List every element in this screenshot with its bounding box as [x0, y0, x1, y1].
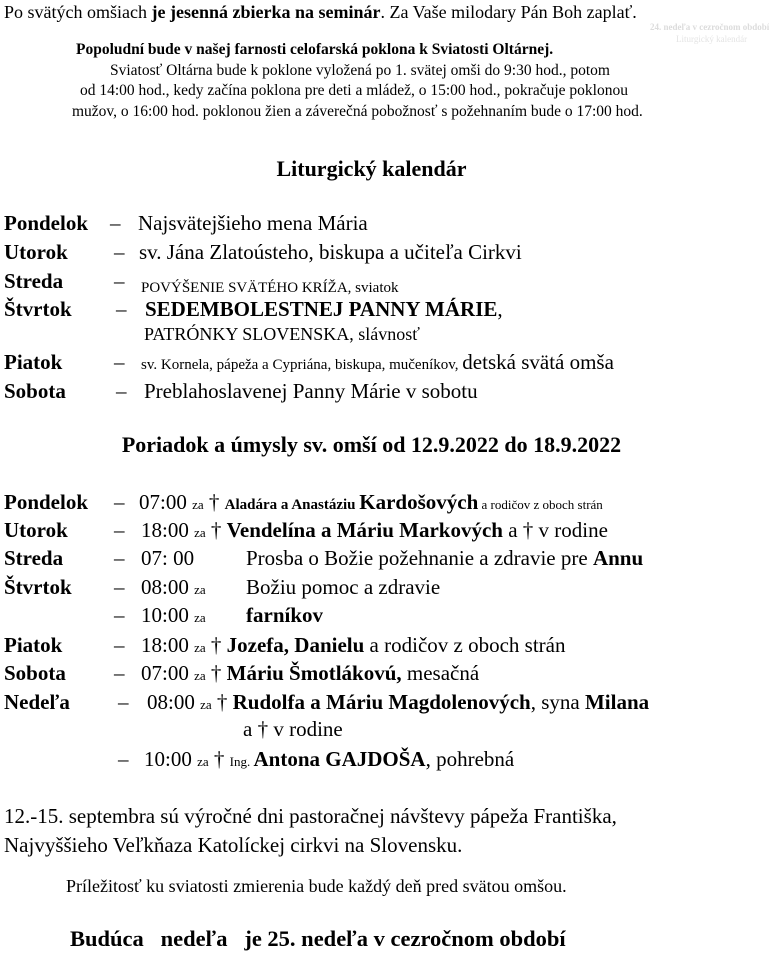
za-label: za — [194, 525, 206, 540]
mass-time: 18:00 — [141, 518, 189, 542]
collection-text-end: . Za Vaše milodary Pán Boh zaplať. — [380, 2, 637, 22]
mass-time: 07:00 — [141, 661, 189, 685]
dash: – — [118, 747, 129, 771]
calendar-day: Sobota — [4, 379, 66, 403]
mass-intention-tail: , syna — [530, 690, 585, 714]
cross-icon: † — [210, 518, 222, 542]
za-label: za — [200, 697, 212, 712]
za-label: za — [194, 610, 206, 625]
cross-icon: † — [208, 490, 220, 514]
next-sunday-notice: Budúca nedeľa je 25. nedeľa v cezročnom období — [70, 926, 566, 951]
mass-intention: Antona GAJDOŠA — [253, 747, 426, 771]
mass-day: Sobota — [4, 661, 66, 685]
mass-day: Štvrtok — [4, 575, 72, 599]
mass-day: Pondelok — [4, 490, 89, 514]
mass-intention-emphasis: Kardošových — [359, 490, 479, 514]
mass-intention: Máriu Šmotlákovú, — [226, 661, 402, 685]
visit-line-1: 12.-15. septembra sú výročné dni pastoračnej návštevy pápeža Františka, — [4, 804, 617, 828]
collection-emphasis: je jesenná zbierka na seminár — [151, 2, 381, 22]
za-label: za — [194, 640, 206, 655]
mass-time: 10:00 — [141, 603, 189, 627]
dash: – — [114, 350, 125, 374]
calendar-day: Utorok — [4, 240, 68, 264]
collection-text: Po svätých omšiach — [4, 2, 152, 22]
dash: – — [114, 661, 125, 685]
mass-day: Streda — [4, 546, 64, 570]
mass-day: Utorok — [4, 518, 68, 542]
calendar-entry: sv. Kornela, pápeža a Cypriána, biskupa, mučeníkov, — [141, 357, 463, 373]
dash: – — [110, 211, 121, 235]
mass-intention-tail: , pohrebná — [425, 747, 515, 771]
mass-intention: Rudolfa a Máriu Magdolenových — [232, 690, 531, 714]
mass-intention: Jozefa, Danielu — [226, 633, 365, 657]
calendar-entry: Preblahoslavenej Panny Márie v sobotu — [144, 379, 478, 403]
bleed-through-text: 24. nedeľa v cezročnom období — [650, 22, 769, 32]
dash: – — [114, 603, 125, 627]
mass-time: 07: 00 — [141, 546, 195, 570]
dash: – — [114, 490, 125, 514]
calendar-entry: SEDEMBOLESTNEJ PANNY MÁRIE — [145, 297, 498, 321]
dash: – — [116, 297, 127, 321]
cross-icon: † — [213, 747, 225, 771]
cross-icon: † — [210, 661, 222, 685]
mass-time: 08:00 — [141, 575, 189, 599]
adoration-title: Popoludní bude v našej farnosti celofarská poklona k Sviatosti Oltárnej. — [76, 41, 554, 58]
dash: – — [116, 379, 127, 403]
dash: – — [118, 690, 129, 714]
za-label: za — [194, 668, 206, 683]
dash: – — [114, 518, 125, 542]
mass-intention: Prosba o Božie požehnanie a zdravie pre — [246, 546, 593, 570]
mass-time: 10:00 — [144, 747, 192, 771]
visit-line-2: Najvyššieho Veľkňaza Katolíckej cirkvi na Slovensku. — [4, 833, 463, 857]
calendar-day: Pondelok — [4, 211, 89, 235]
mass-time: 18:00 — [141, 633, 189, 657]
masses-title: Poriadok a úmysly sv. omší od 12.9.2022 do 18.9.2022 — [121, 432, 622, 457]
mass-time: 08:00 — [147, 690, 195, 714]
mass-intention-tail: a rodičov z oboch strán — [364, 633, 566, 657]
calendar-entry-tail: detská svätá omša — [462, 350, 614, 374]
za-label: za — [197, 754, 209, 769]
mass-day: Nedeľa — [4, 690, 70, 714]
mass-intention-prefix: Ing. — [229, 754, 254, 769]
za-label: za — [194, 582, 206, 597]
dash: – — [114, 546, 125, 570]
calendar-entry: POVÝŠENIE SVÄTÉHO KRÍŽA — [141, 280, 348, 296]
calendar-entry-line2: PATRÓNKY SLOVENSKA, slávnosť — [144, 324, 420, 344]
confession-notice: Príležitosť ku sviatosti zmierenia bude každý deň pred svätou omšou. — [66, 876, 567, 896]
calendar-title: Liturgický kalendár — [276, 156, 467, 181]
mass-intention-tail: mesačná — [401, 661, 480, 685]
mass-intention: Vendelína a Máriu Markových — [226, 518, 503, 542]
cross-icon: † — [210, 633, 222, 657]
dash: – — [114, 269, 125, 293]
calendar-entry-tail: , sviatok — [347, 280, 399, 296]
calendar-day: Štvrtok — [4, 297, 72, 321]
dash: – — [114, 240, 125, 264]
mass-intention-tail: a † v rodine — [502, 518, 608, 542]
mass-time: 07:00 — [139, 490, 187, 514]
mass-intention-emphasis: Milana — [584, 690, 650, 714]
calendar-day: Piatok — [4, 350, 63, 374]
calendar-entry-tail: , — [497, 297, 503, 321]
mass-intention-tail: a rodičov z oboch strán — [478, 497, 603, 512]
calendar-entry: sv. Jána Zlatoústeho, biskupa a učiteľa Cirkvi — [139, 240, 522, 264]
za-label: za — [192, 497, 204, 512]
mass-intention: farníkov — [246, 603, 324, 627]
calendar-entry: Najsvätejšieho mena Mária — [138, 211, 368, 235]
dash: – — [114, 575, 125, 599]
collection-notice — [4, 2, 637, 23]
mass-intention-emphasis: Annu — [592, 546, 644, 570]
calendar-day: Streda — [4, 269, 64, 293]
dash: – — [114, 633, 125, 657]
mass-day: Piatok — [4, 633, 63, 657]
mass-intention-line2: a † v rodine — [243, 717, 343, 741]
adoration-line-2: od 14:00 hod., kedy začína poklona pre deti a mládež, o 15:00 hod., pokračuje poklonou — [80, 82, 628, 99]
bleed-through-text-2: Liturgický kalendár — [676, 34, 748, 44]
adoration-line-3: mužov, o 16:00 hod. poklonou žien a záverečná pobožnosť s požehnaním bude o 17:00 hod. — [72, 103, 643, 120]
adoration-line-1: Sviatosť Oltárna bude k poklone vyložená po 1. svätej omši do 9:30 hod., potom — [110, 62, 610, 79]
mass-intention: Aladára a Anastáziu — [224, 497, 360, 513]
mass-intention: Božiu pomoc a zdravie — [246, 575, 441, 599]
cross-icon: † — [216, 690, 228, 714]
